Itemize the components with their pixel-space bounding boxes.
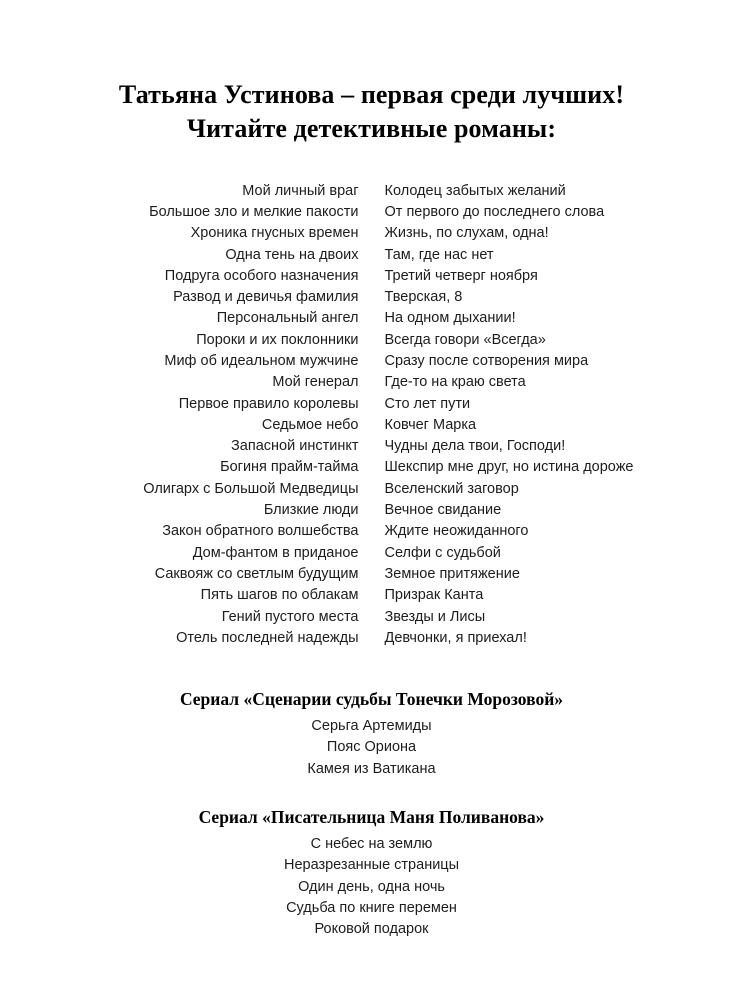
list-item: Развод и девичья фамилия (173, 289, 359, 306)
book-column-right (385, 181, 653, 650)
list-item: Серьга Артемиды (311, 718, 432, 735)
list-item: Роковой подарок (314, 921, 429, 938)
list-item: Подруга особого назначения (164, 267, 359, 284)
list-item: На одном дыхании! (384, 310, 516, 327)
list-item: Богиня прайм-тайма (220, 459, 359, 476)
list-item: Вселенский заговор (384, 480, 519, 497)
list-item: Мой генерал (272, 374, 359, 391)
list-item: Один день, одна ночь (298, 878, 445, 895)
list-item: От первого до последнего слова (384, 203, 605, 220)
list-item: Тверская, 8 (384, 289, 463, 306)
book-column-left (91, 181, 359, 650)
page-title-line-1: Татьяна Устинова – первая среди лучших! (118, 80, 625, 109)
list-item: Отель последней надежды (176, 629, 359, 646)
series-title: Сериал «Писательница Маня Поливанова» (198, 807, 545, 828)
page-title-line-2: Читайте детективные романы: (186, 114, 557, 144)
list-item: Звезды и Лисы (384, 608, 486, 625)
list-item: Жизнь, по слухам, одна! (384, 225, 549, 242)
list-item: Сто лет пути (384, 395, 471, 412)
list-item: Персональный ангел (216, 310, 359, 327)
list-item: Судьба по книге перемен (286, 899, 457, 916)
list-item: Пороки и их поклонники (196, 331, 359, 348)
list-item: Мой личный враг (242, 182, 359, 199)
book-columns (60, 181, 683, 650)
list-item: Шекспир мне друг, но истина дороже (384, 459, 634, 476)
list-item: Ковчег Марка (384, 416, 477, 433)
list-item: Пояс Ориона (326, 739, 417, 756)
list-item: Всегда говори «Всегда» (384, 331, 546, 348)
series-section-tonechka (60, 689, 683, 780)
list-item: Колодец забытых желаний (384, 182, 566, 199)
list-item: Ждите неожиданного (384, 523, 529, 540)
list-item: Олигарх с Большой Медведицы (143, 480, 359, 497)
list-item: Закон обратного волшебства (162, 523, 359, 540)
list-item: Одна тень на двоих (225, 246, 359, 263)
list-item: Первое правило королевы (178, 395, 359, 412)
list-item: Третий четверг ноября (384, 267, 538, 284)
list-item: Девчонки, я приехал! (384, 629, 527, 646)
list-item: Саквояж со светлым будущим (154, 565, 359, 582)
list-item: Чудны дела твои, Господи! (384, 438, 566, 455)
list-item: Седьмое небо (261, 416, 359, 433)
list-item: Пять шагов по облакам (200, 587, 359, 604)
list-item: Призрак Канта (384, 587, 484, 604)
list-item: Близкие люди (263, 502, 359, 519)
page-title (60, 78, 683, 147)
list-item: Дом-фантом в приданое (192, 544, 359, 561)
list-item: Камея из Ватикана (307, 760, 436, 777)
list-item: Где-то на краю света (384, 374, 526, 391)
list-item: Хроника гнусных времен (190, 225, 359, 242)
list-item: Неразрезанные страницы (283, 857, 460, 874)
list-item: Земное притяжение (384, 565, 520, 582)
list-item: Гений пустого места (221, 608, 359, 625)
list-item: С небес на землю (310, 836, 433, 853)
list-item: Миф об идеальном мужчине (164, 353, 359, 369)
list-item: Вечное свидание (384, 502, 502, 519)
list-item: Запасной инстинкт (231, 438, 359, 455)
series-section-manya (60, 807, 683, 940)
list-item: Селфи с судьбой (384, 544, 501, 561)
list-item: Большое зло и мелкие пакости (149, 203, 359, 220)
series-title: Сериал «Сценарии судьбы Тонечки Морозовой» (179, 689, 564, 710)
list-item: Там, где нас нет (384, 246, 494, 263)
list-item: Сразу после сотворения мира (384, 353, 589, 369)
